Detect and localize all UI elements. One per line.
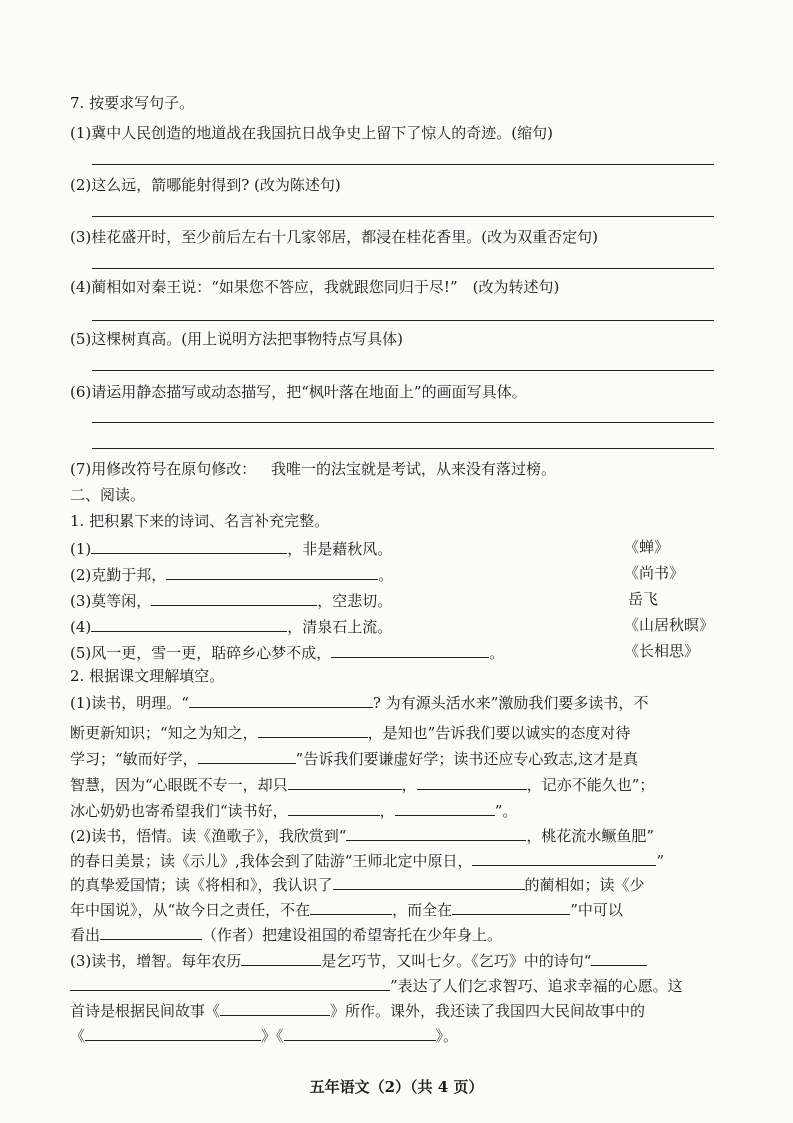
answer-line[interactable]	[92, 370, 714, 371]
answer-line[interactable]	[92, 448, 714, 449]
q7-item-4: (4)蔺相如对秦王说：“如果您不答应，我就跟您同归于尽!” (改为转述句)	[70, 278, 560, 296]
poem-line-3: (3)莫等闲， ，空悲切。	[70, 588, 392, 612]
q2-p2-line-5: 看出 （作者）把建设祖国的希望寄托在少年身上。	[70, 922, 502, 946]
q7-title: 7. 按要求写句子。	[70, 94, 195, 112]
poem-line-4: (4) ，清泉石上流。	[70, 614, 392, 638]
fill-blank[interactable]	[91, 614, 287, 632]
poem-line-5: (5)风一更，雪一更，聒碎乡心梦不成， 。	[70, 640, 504, 664]
q7-item-2: (2)这么远，箭哪能射得到? (改为陈述句)	[70, 176, 341, 194]
q7-item-7-sentence[interactable]: 我唯一的法宝就是考试，从来没有落过榜。	[271, 460, 557, 478]
fill-blank[interactable]	[91, 536, 287, 554]
poem-source-3: 岳飞	[628, 590, 659, 608]
q2-p1-line-5: 冰心奶奶也寄希望我们“读书好， ， ”。	[70, 798, 517, 822]
fill-blank[interactable]	[151, 588, 317, 606]
fill-blank[interactable]	[288, 772, 402, 790]
page-footer: 五年语文（2）（共 4 页）	[309, 1078, 484, 1096]
fill-blank[interactable]	[189, 690, 373, 708]
q2-p3-line-1: (3)读书，增智。每年农历 是乞巧节，又叫七夕。《乞巧》中的诗句“	[70, 948, 647, 972]
fill-blank[interactable]	[198, 746, 296, 764]
fill-blank[interactable]	[100, 922, 202, 940]
q7-item-7-prefix: (7)用修改符号在原句修改：	[70, 460, 257, 478]
fill-blank[interactable]	[166, 562, 378, 580]
fill-blank[interactable]	[591, 948, 647, 966]
fill-blank[interactable]	[288, 798, 380, 816]
q2-p3-line-3: 首诗是根据民间故事《 》所作。课外，我还读了我国四大民间故事中的	[70, 998, 645, 1022]
q2-p1-line-4: 智慧，因为“心眼既不专一，却只 ， ，记亦不能久也”；	[70, 772, 654, 796]
fill-blank[interactable]	[331, 640, 489, 658]
answer-line[interactable]	[92, 422, 714, 423]
q7-item-1: (1)冀中人民创造的地道战在我国抗日战争史上留下了惊人的奇迹。(缩句)	[70, 124, 553, 142]
q2-p3-line-4: 《 》《 》。	[70, 1023, 458, 1047]
answer-line[interactable]	[92, 216, 714, 217]
fill-blank[interactable]	[284, 1023, 436, 1041]
q2-p2-line-1: (2)读书，悟情。读《渔歌子》，我欣赏到“ ，桃花流水鳜鱼肥”	[70, 823, 654, 847]
q2-p1-line-2: 断更新知识；“知之为知之， ，是知也”告诉我们要以诚实的态度对待	[70, 720, 630, 744]
q2-p3-line-2: ”表达了人们乞求智巧、追求幸福的心愿。这	[70, 973, 683, 997]
fill-blank[interactable]	[310, 897, 392, 915]
fill-blank[interactable]	[70, 973, 390, 991]
fill-blank[interactable]	[346, 823, 526, 841]
answer-line[interactable]	[92, 320, 714, 321]
q7-item-6: (6)请运用静态描写或动态描写，把“枫叶落在地面上”的画面写具体。	[70, 383, 527, 401]
section-2-title: 二、阅读。	[70, 486, 146, 504]
fill-blank[interactable]	[472, 848, 656, 866]
poem-line-1: (1) ，非是藉秋风。	[70, 536, 392, 560]
q2-title: 2. 根据课文理解填空。	[70, 667, 225, 685]
fill-blank[interactable]	[220, 998, 330, 1016]
fill-blank[interactable]	[417, 772, 527, 790]
q7-item-7	[70, 458, 556, 480]
fill-blank[interactable]	[258, 720, 368, 738]
q7-item-5: (5)这棵树真高。(用上说明方法把事物特点写具体)	[70, 330, 403, 348]
poem-source-1: 《蝉》	[624, 538, 670, 556]
q2-p2-line-2: 的春日美景；读《示儿》,我体会到了陆游“王师北定中原日， ”	[70, 848, 664, 872]
fill-blank[interactable]	[241, 948, 321, 966]
q1-title: 1. 把积累下来的诗词、名言补充完整。	[70, 512, 330, 530]
q2-p1-line-3: 学习；“敏而好学， ”告诉我们要谦虚好学；读书还应专心致志,这才是真	[70, 746, 638, 770]
fill-blank[interactable]	[452, 897, 570, 915]
poem-source-4: 《山居秋暝》	[624, 616, 715, 634]
fill-blank[interactable]	[85, 1023, 261, 1041]
fill-blank[interactable]	[395, 798, 495, 816]
poem-source-2: 《尚书》	[624, 564, 685, 582]
q2-p1-line-1: (1)读书，明理。“ ? 为有源头活水来”激励我们要多读书，不	[70, 690, 648, 714]
fill-blank[interactable]	[333, 872, 525, 890]
poem-source-5: 《长相思》	[624, 642, 700, 660]
q2-p2-line-4: 年中国说》，从“故今日之责任，不在 ，而全在 ”中可以	[70, 897, 623, 921]
q7-item-3: (3)桂花盛开时，至少前后左右十几家邻居，都浸在桂花香里。(改为双重否定句)	[70, 228, 598, 246]
answer-line[interactable]	[92, 268, 714, 269]
answer-line[interactable]	[92, 164, 714, 165]
q2-p2-line-3: 的真挚爱国情；读《将相和》，我认识了 的蔺相如；读《少	[70, 872, 645, 896]
poem-line-2: (2)克勤于邦， 。	[70, 562, 393, 586]
